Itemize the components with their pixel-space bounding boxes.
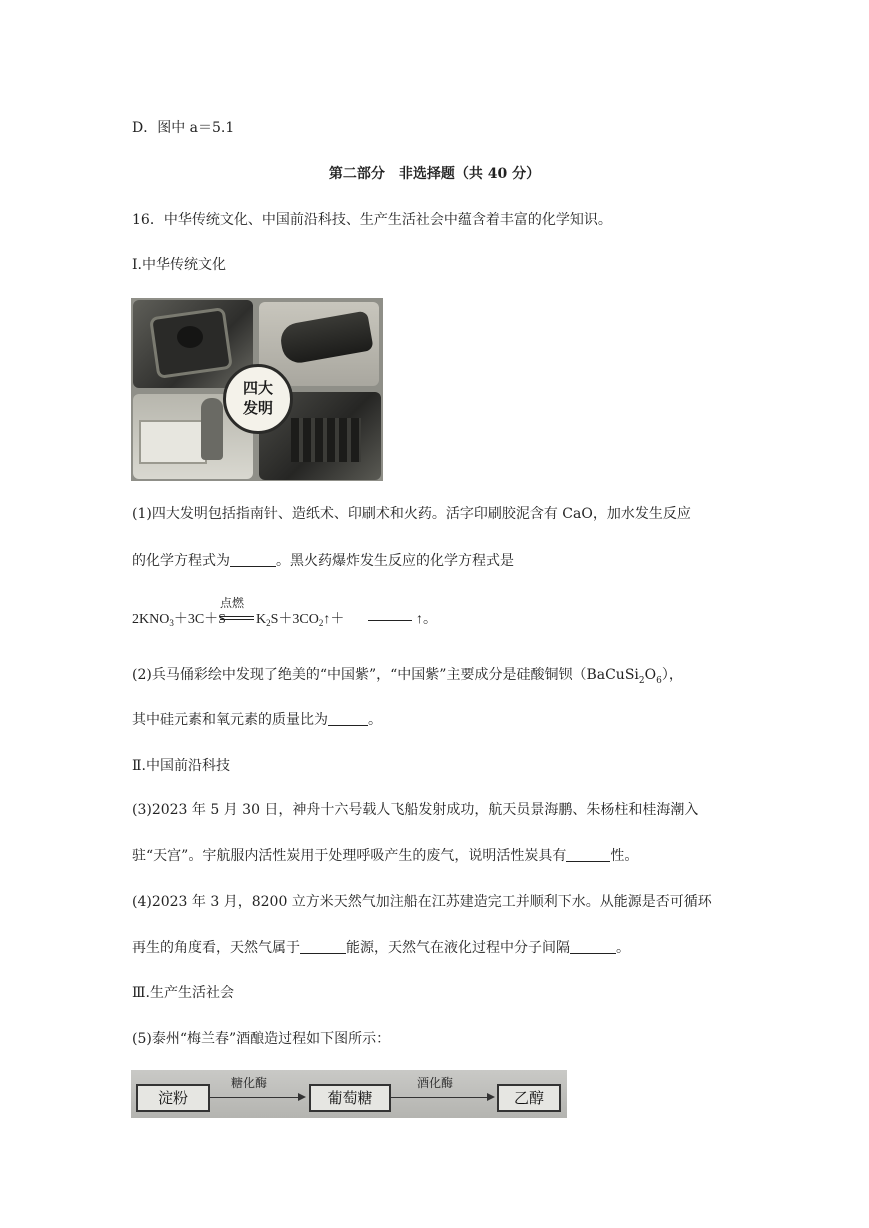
flow-arrow-icon <box>210 1097 304 1098</box>
q5-line-1: (5)泰州“梅兰春”酒酿造过程如下图所示： <box>132 1031 391 1047</box>
reaction-condition: 点燃 <box>220 596 245 610</box>
equals-line-top <box>220 616 254 617</box>
answer-blank-5[interactable] <box>300 939 346 954</box>
section-title: 第二部分 非选择题（共 40 分） <box>328 166 541 182</box>
brewing-flow-diagram <box>131 1070 567 1118</box>
answer-blank-1[interactable] <box>230 552 276 567</box>
movable-type-icon <box>291 418 361 462</box>
equals-line-bottom <box>220 619 254 620</box>
option-d-line: D．图中 a＝5.1 <box>132 120 235 136</box>
answer-blank-6[interactable] <box>570 939 616 954</box>
flow-step-glucose: 葡萄糖 <box>309 1084 391 1112</box>
answer-blank-2[interactable] <box>368 606 412 621</box>
part-2-heading: Ⅱ.中国前沿科技 <box>132 758 230 774</box>
four-inventions-badge: 四大 发明 <box>223 364 293 434</box>
flow-step-starch: 淀粉 <box>136 1084 210 1112</box>
spoon-icon <box>177 326 203 348</box>
q3-line-2: 驻“天宫”。宇航服内活性炭用于处理呼吸产生的废气，说明活性炭具有 性。 <box>132 848 639 864</box>
question-16-stem: 16．中华传统文化、中国前沿科技、生产生活社会中蕴含着丰富的化学知识。 <box>132 212 612 228</box>
answer-blank-4[interactable] <box>566 847 610 862</box>
q4-line-2: 再生的角度看，天然气属于 能源，天然气在液化过程中分子间隔 。 <box>132 940 630 956</box>
answer-blank-3[interactable] <box>328 711 368 726</box>
q2-line-2: 其中硅元素和氧元素的质量比为 。 <box>132 712 382 728</box>
part-3-heading: Ⅲ.生产生活社会 <box>132 985 234 1001</box>
flow-step-ethanol: 乙醇 <box>497 1084 561 1112</box>
part-1-heading: Ⅰ.中华传统文化 <box>132 257 226 273</box>
four-inventions-figure <box>131 298 383 481</box>
q1-line-2: 的化学方程式为 。黑火药爆炸发生反应的化学方程式是 <box>132 553 514 569</box>
worker-icon <box>201 398 223 460</box>
q4-line-1: (4)2023 年 3 月，8200 立方米天然气加注船在江苏建造完工并顺利下水。从能源是否可循环 <box>132 894 712 910</box>
q1-line-1: (1)四大发明包括指南针、造纸术、印刷术和火药。活字印刷胶泥含有 CaO，加水发生反应 <box>132 506 691 522</box>
flow-enzyme-1: 糖化酶 <box>231 1076 268 1090</box>
flow-arrow-icon <box>391 1097 493 1098</box>
paper-vat-icon <box>139 420 207 464</box>
q3-line-1: (3)2023 年 5 月 30 日，神舟十六号载人飞船发射成功，航天员景海鹏、朱杨柱和桂海潮入 <box>132 802 699 818</box>
q2-line-1: (2)兵马俑彩绘中发现了绝美的“中国紫”，“中国紫”主要成分是硅酸铜钡$(BaCuSi_2O_6)$， <box>132 667 683 686</box>
flow-enzyme-2: 酒化酶 <box>417 1076 454 1090</box>
